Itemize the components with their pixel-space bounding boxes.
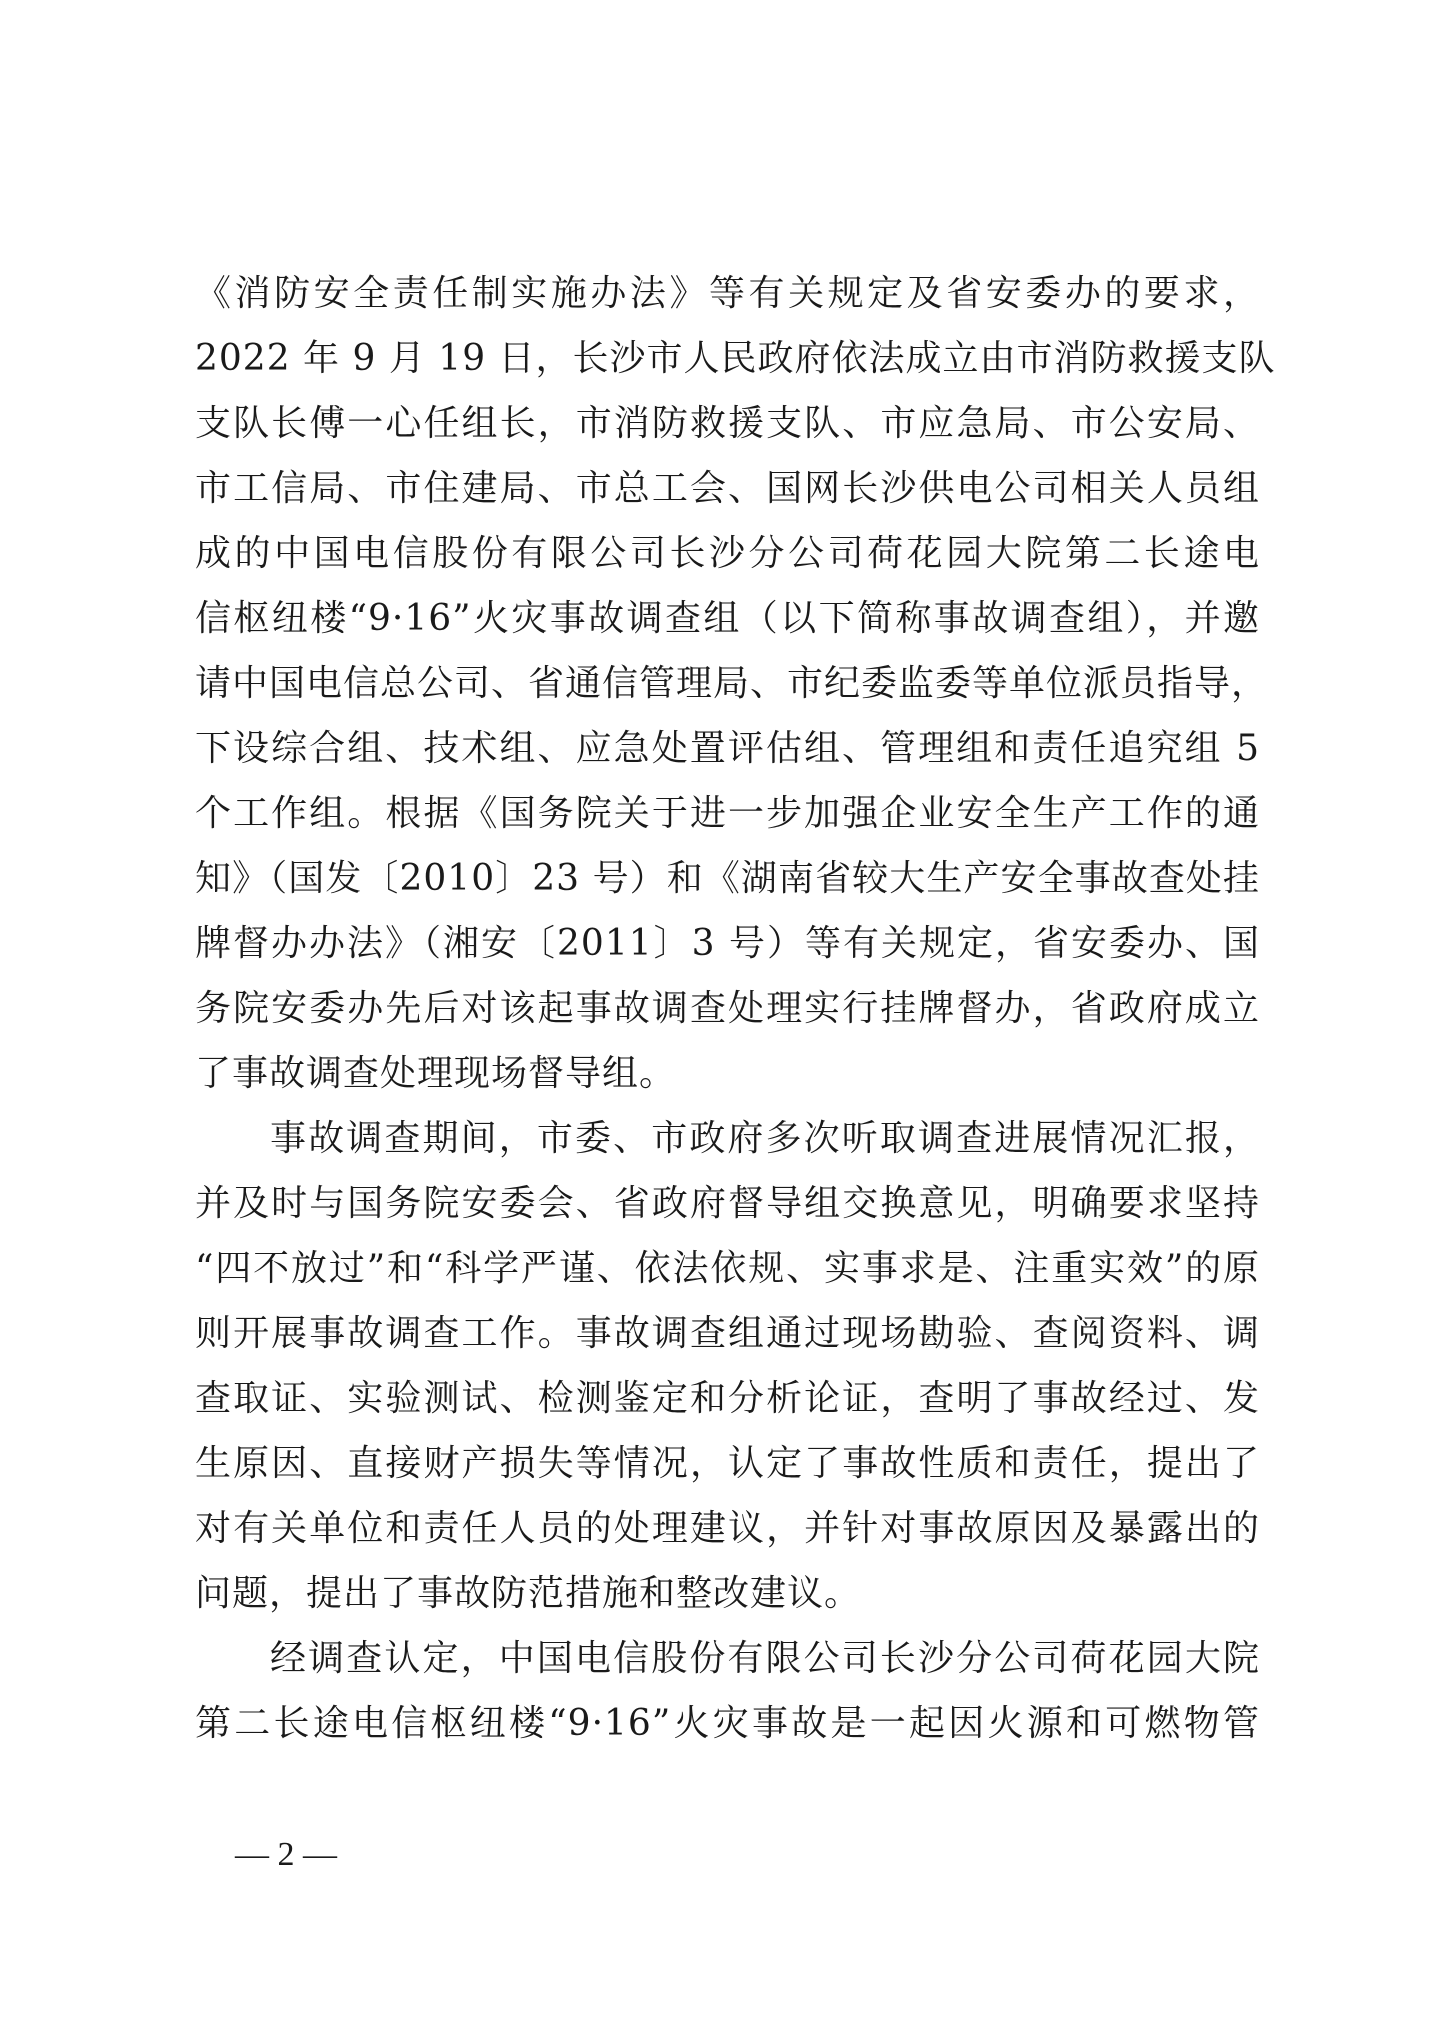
paragraph-2-line-1: 事故调查期间，市委、市政府多次听取调查进展情况汇报， <box>270 1118 1260 1159</box>
paragraph-3-line-1: 经调查认定，中国电信股份有限公司长沙分公司荷花园大院 <box>270 1638 1260 1679</box>
paragraph-1-line-6: 信枢纽楼“9·16”火灾事故调查组（以下简称事故调查组），并邀 <box>195 598 1260 639</box>
paragraph-1-line-9: 个工作组。根据《国务院关于进一步加强企业安全生产工作的通 <box>195 793 1260 834</box>
paragraph-2-line-2: 并及时与国务院安委会、省政府督导组交换意见，明确要求坚持 <box>195 1183 1260 1224</box>
paragraph-3-line-2: 第二长途电信枢纽楼“9·16”火灾事故是一起因火源和可燃物管 <box>195 1703 1260 1744</box>
page-number: — 2 — <box>235 1836 337 1873</box>
paragraph-1-line-1: 《消防安全责任制实施办法》等有关规定及省安委办的要求， <box>195 273 1260 314</box>
paragraph-2-line-5: 查取证、实验测试、检测鉴定和分析论证，查明了事故经过、发 <box>195 1378 1260 1419</box>
paragraph-2-line-7: 对有关单位和责任人员的处理建议，并针对事故原因及暴露出的 <box>195 1508 1260 1549</box>
paragraph-2-line-3: “四不放过”和“科学严谨、依法依规、实事求是、注重实效”的原 <box>195 1248 1260 1289</box>
paragraph-1-line-7: 请中国电信总公司、省通信管理局、市纪委监委等单位派员指导， <box>195 663 1269 704</box>
paragraph-1-line-11: 牌督办办法》（湘安〔2011〕3 号）等有关规定，省安委办、国 <box>195 923 1260 964</box>
paragraph-1-line-13: 了事故调查处理现场督导组。 <box>195 1053 677 1094</box>
paragraph-1-line-4: 市工信局、市住建局、市总工会、国网长沙供电公司相关人员组 <box>195 468 1260 509</box>
paragraph-1-line-8: 下设综合组、技术组、应急处置评估组、管理组和责任追究组 5 <box>195 728 1260 769</box>
paragraph-1-line-5: 成的中国电信股份有限公司长沙分公司荷花园大院第二长途电 <box>195 533 1260 574</box>
paragraph-2-line-6: 生原因、直接财产损失等情况，认定了事故性质和责任，提出了 <box>195 1443 1260 1484</box>
paragraph-1-line-12: 务院安委办先后对该起事故调查处理实行挂牌督办，省政府成立 <box>195 988 1260 1029</box>
paragraph-2-line-4: 则开展事故调查工作。事故调查组通过现场勘验、查阅资料、调 <box>195 1313 1260 1354</box>
paragraph-1-line-3: 支队长傅一心任组长，市消防救援支队、市应急局、市公安局、 <box>195 403 1260 444</box>
paragraph-1-line-2: 2022 年 9 月 19 日，长沙市人民政府依法成立由市消防救援支队 <box>195 338 1276 379</box>
paragraph-1-line-10: 知》（国发〔2010〕23 号）和《湖南省较大生产安全事故查处挂 <box>195 858 1260 899</box>
paragraph-2-line-8: 问题，提出了事故防范措施和整改建议。 <box>195 1573 862 1614</box>
